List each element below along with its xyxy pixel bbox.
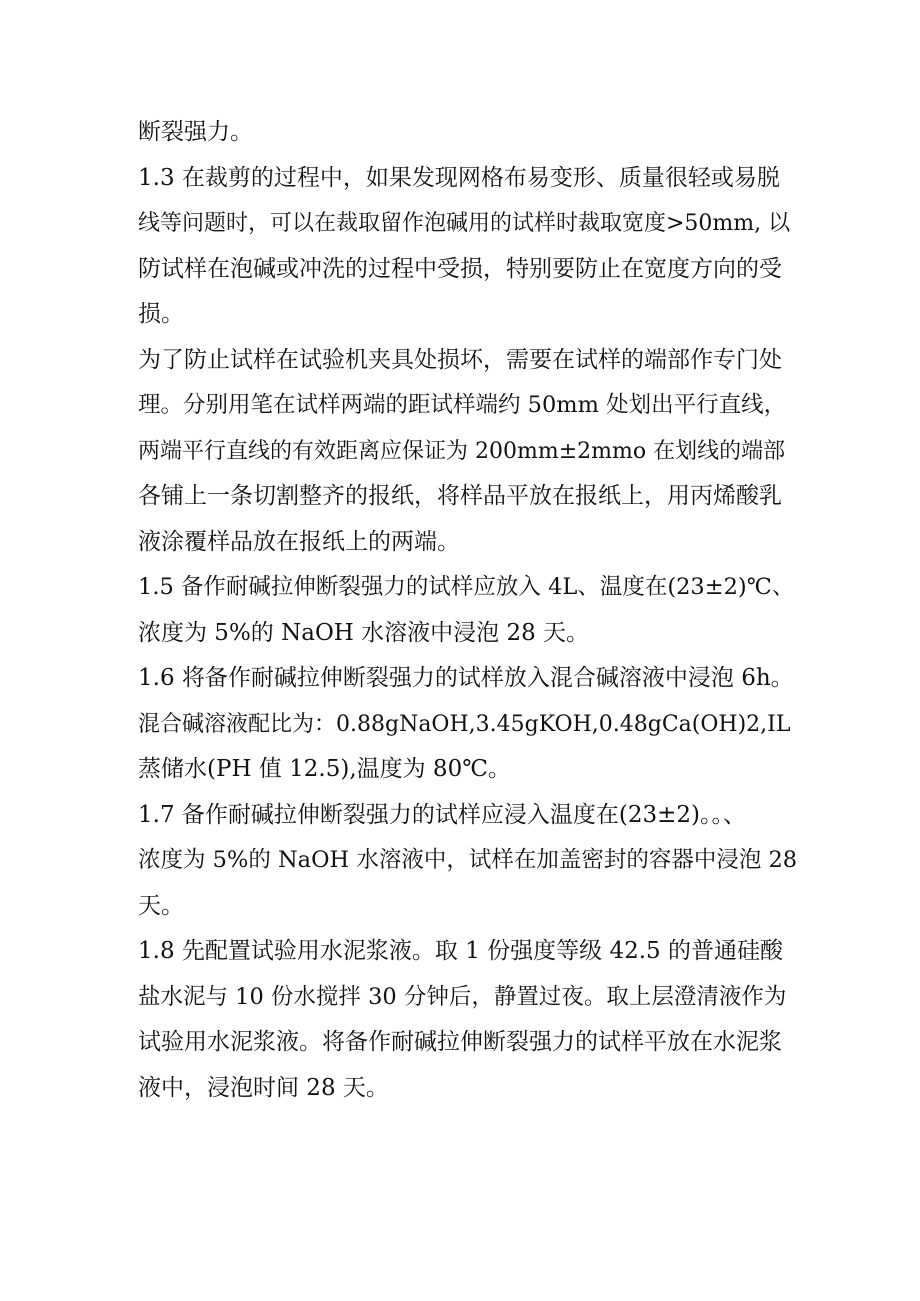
text-line: 试验用水泥浆液。将备作耐碱拉伸断裂强力的试样平放在水泥浆: [138, 1029, 782, 1055]
text-line: 液涂覆样品放在报纸上的两端。: [138, 528, 460, 555]
text-line: 1.8 先配置试验用水泥浆液。取 1 份强度等级 42.5 的普通硅酸: [138, 938, 783, 964]
text-line: 损。: [138, 301, 184, 327]
text-line: 线等问题时，可以在裁取留作泡碱用的试样时裁取宽度>50mm, 以: [138, 211, 791, 236]
text-line: 断裂强力。: [138, 119, 253, 145]
text-line: 1.7 备作耐碱拉伸断裂强力的试样应浸入温度在(23±2)。。、: [138, 801, 747, 828]
text-line: 理。分别用笔在试样两端的距试样端约 50mm 处划出平行直线，: [138, 392, 787, 418]
text-line: 1.3 在裁剪的过程中，如果发现网格布易变形、质量很轻或易脱: [138, 164, 780, 191]
text-line: 两端平行直线的有效距离应保证为 200mm±2mmo 在划线的端部: [138, 438, 786, 464]
text-line: 1.5 备作耐碱拉伸断裂强力的试样应放入 4L、温度在(23±2)℃、: [138, 574, 795, 600]
text-line: 蒸储水(PH 值 12.5),温度为 80℃。: [138, 756, 511, 782]
text-line: 盐水泥与 10 份水搅拌 30 分钟后，静置过夜。取上层澄清液作为: [138, 983, 787, 1010]
text-line: 混合碱溶液配比为：0.88gNaOH,3.45gKOH,0.48gCa(OH)2,IL: [138, 711, 791, 737]
document-body: [138, 110, 798, 1111]
text-line: 防试样在泡碱或冲洗的过程中受损，特别要防止在宽度方向的受: [138, 255, 782, 282]
text-line: 各铺上一条切割整齐的报纸，将样品平放在报纸上，用丙烯酸乳: [138, 483, 782, 509]
text-line: 为了防止试样在试验机夹具处损坏，需要在试样的端部作专门处: [138, 346, 782, 373]
text-line: 1.6 将备作耐碱拉伸断裂强力的试样放入混合碱溶液中浸泡 6h。: [138, 665, 794, 691]
text-line: 浓度为 5%的 NaOH 水溶液中，试样在加盖密封的容器中浸泡 28: [138, 847, 798, 873]
text-line: 液中，浸泡时间 28 天。: [138, 1074, 389, 1101]
text-line: 浓度为 5%的 NaOH 水溶液中浸泡 28 天。: [138, 619, 590, 646]
text-line: 天。: [138, 892, 184, 919]
